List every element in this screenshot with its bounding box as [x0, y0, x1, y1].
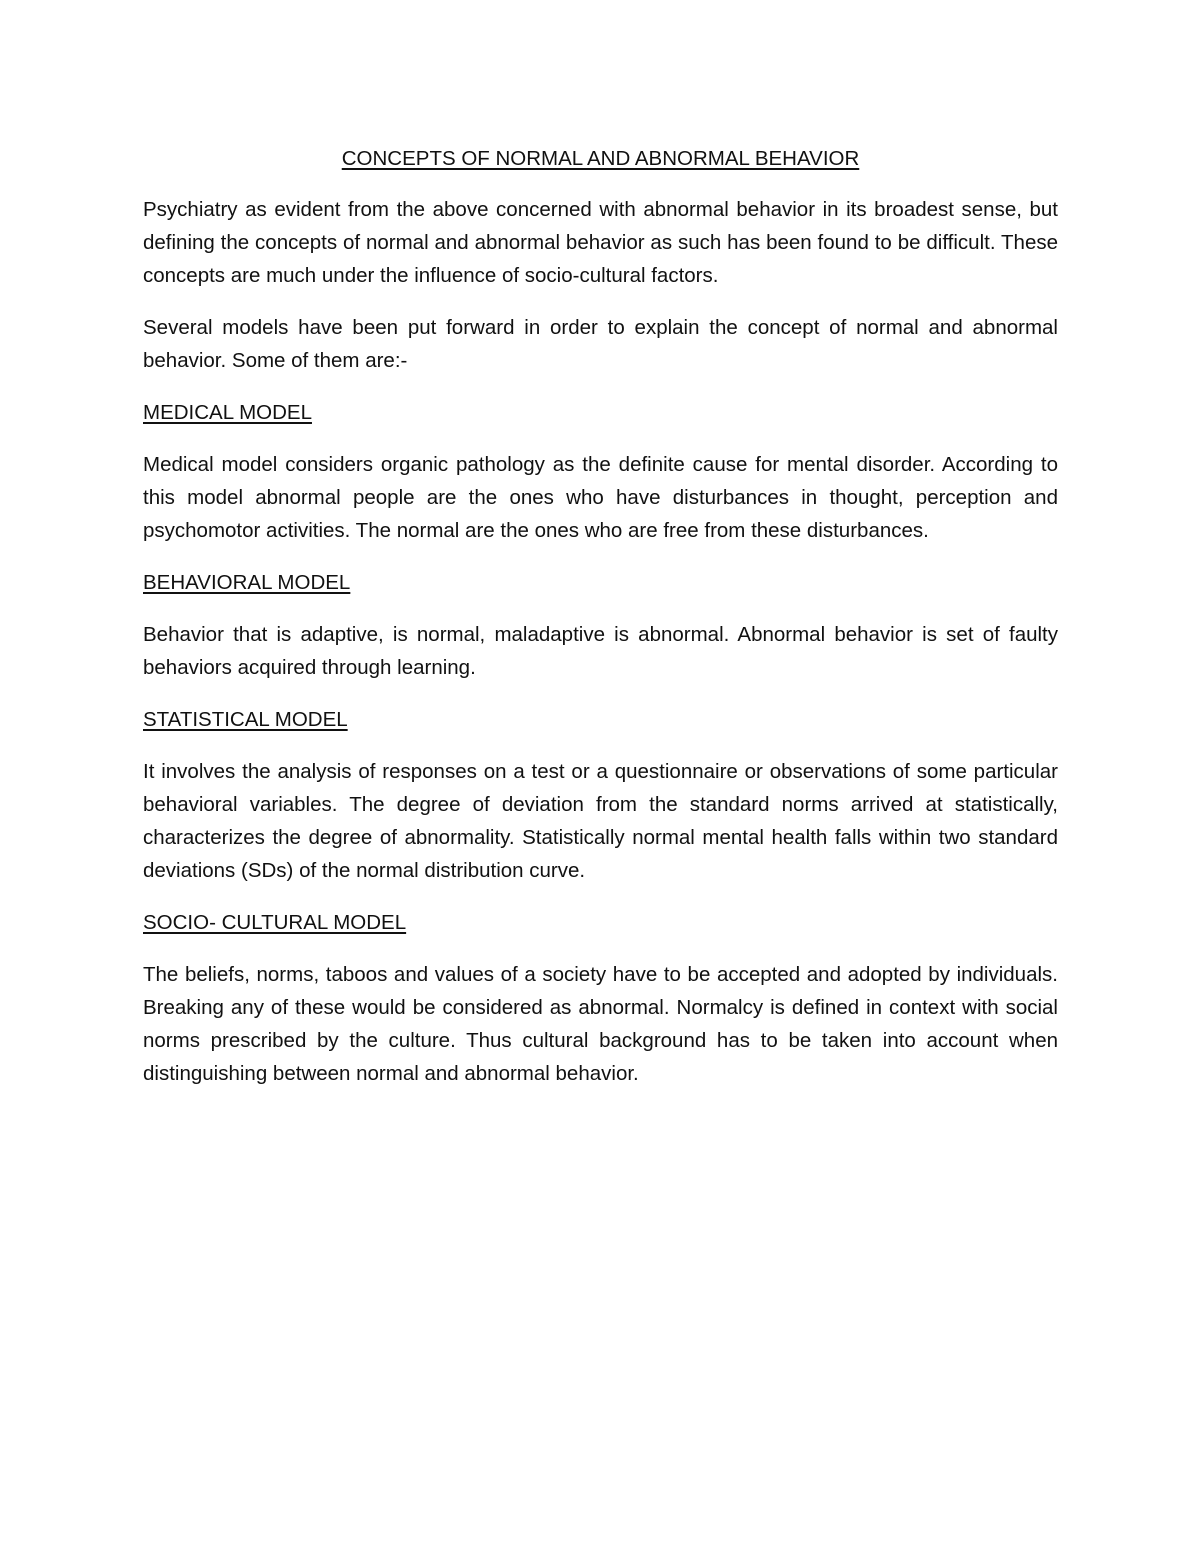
section-heading-behavioral-model: BEHAVIORAL MODEL [143, 571, 351, 594]
document-title: CONCEPTS OF NORMAL AND ABNORMAL BEHAVIOR [341, 147, 860, 170]
section-heading-statistical-model: STATISTICAL MODEL [143, 708, 348, 731]
document-body [143, 142, 1058, 1109]
section-text-medical-model: Medical model considers organic pathology as the definite cause for mental disorder. According to this model abnormal people are the ones who have disturbances in thought, perception and psychomotor activities. The normal are the ones who are free from these disturbances. [143, 453, 1058, 542]
intro-paragraph-2: Several models have been put forward in order to explain the concept of normal and abnormal behavior. Some of them are:- [143, 316, 1058, 372]
section-heading-socio-cultural-model: SOCIO- CULTURAL MODEL [143, 911, 407, 934]
section-text-behavioral-model: Behavior that is adaptive, is normal, maladaptive is abnormal. Abnormal behavior is set of faulty behaviors acquired through learning. [143, 623, 1058, 679]
intro-paragraph-1: Psychiatry as evident from the above concerned with abnormal behavior in its broadest sense, but defining the concepts of normal and abnormal behavior as such has been found to be difficult. These concepts are much under the influence of socio-cultural factors. [143, 198, 1058, 287]
section-heading-medical-model: MEDICAL MODEL [143, 401, 312, 424]
section-text-statistical-model: It involves the analysis of responses on a test or a questionnaire or observations of some particular behavioral variables. The degree of deviation from the standard norms arrived at statistically, characterizes the degree of abnormality. Statistically normal mental health falls within two standard deviations (SDs) of the normal distribution curve. [143, 760, 1058, 882]
section-text-socio-cultural-model: The beliefs, norms, taboos and values of a society have to be accepted and adopted by individuals. Breaking any of these would be considered as abnormal. Normalcy is defined in context with social norms prescribed by the culture. Thus cultural background has to be taken into account when distinguishing between normal and abnormal behavior. [143, 963, 1058, 1085]
